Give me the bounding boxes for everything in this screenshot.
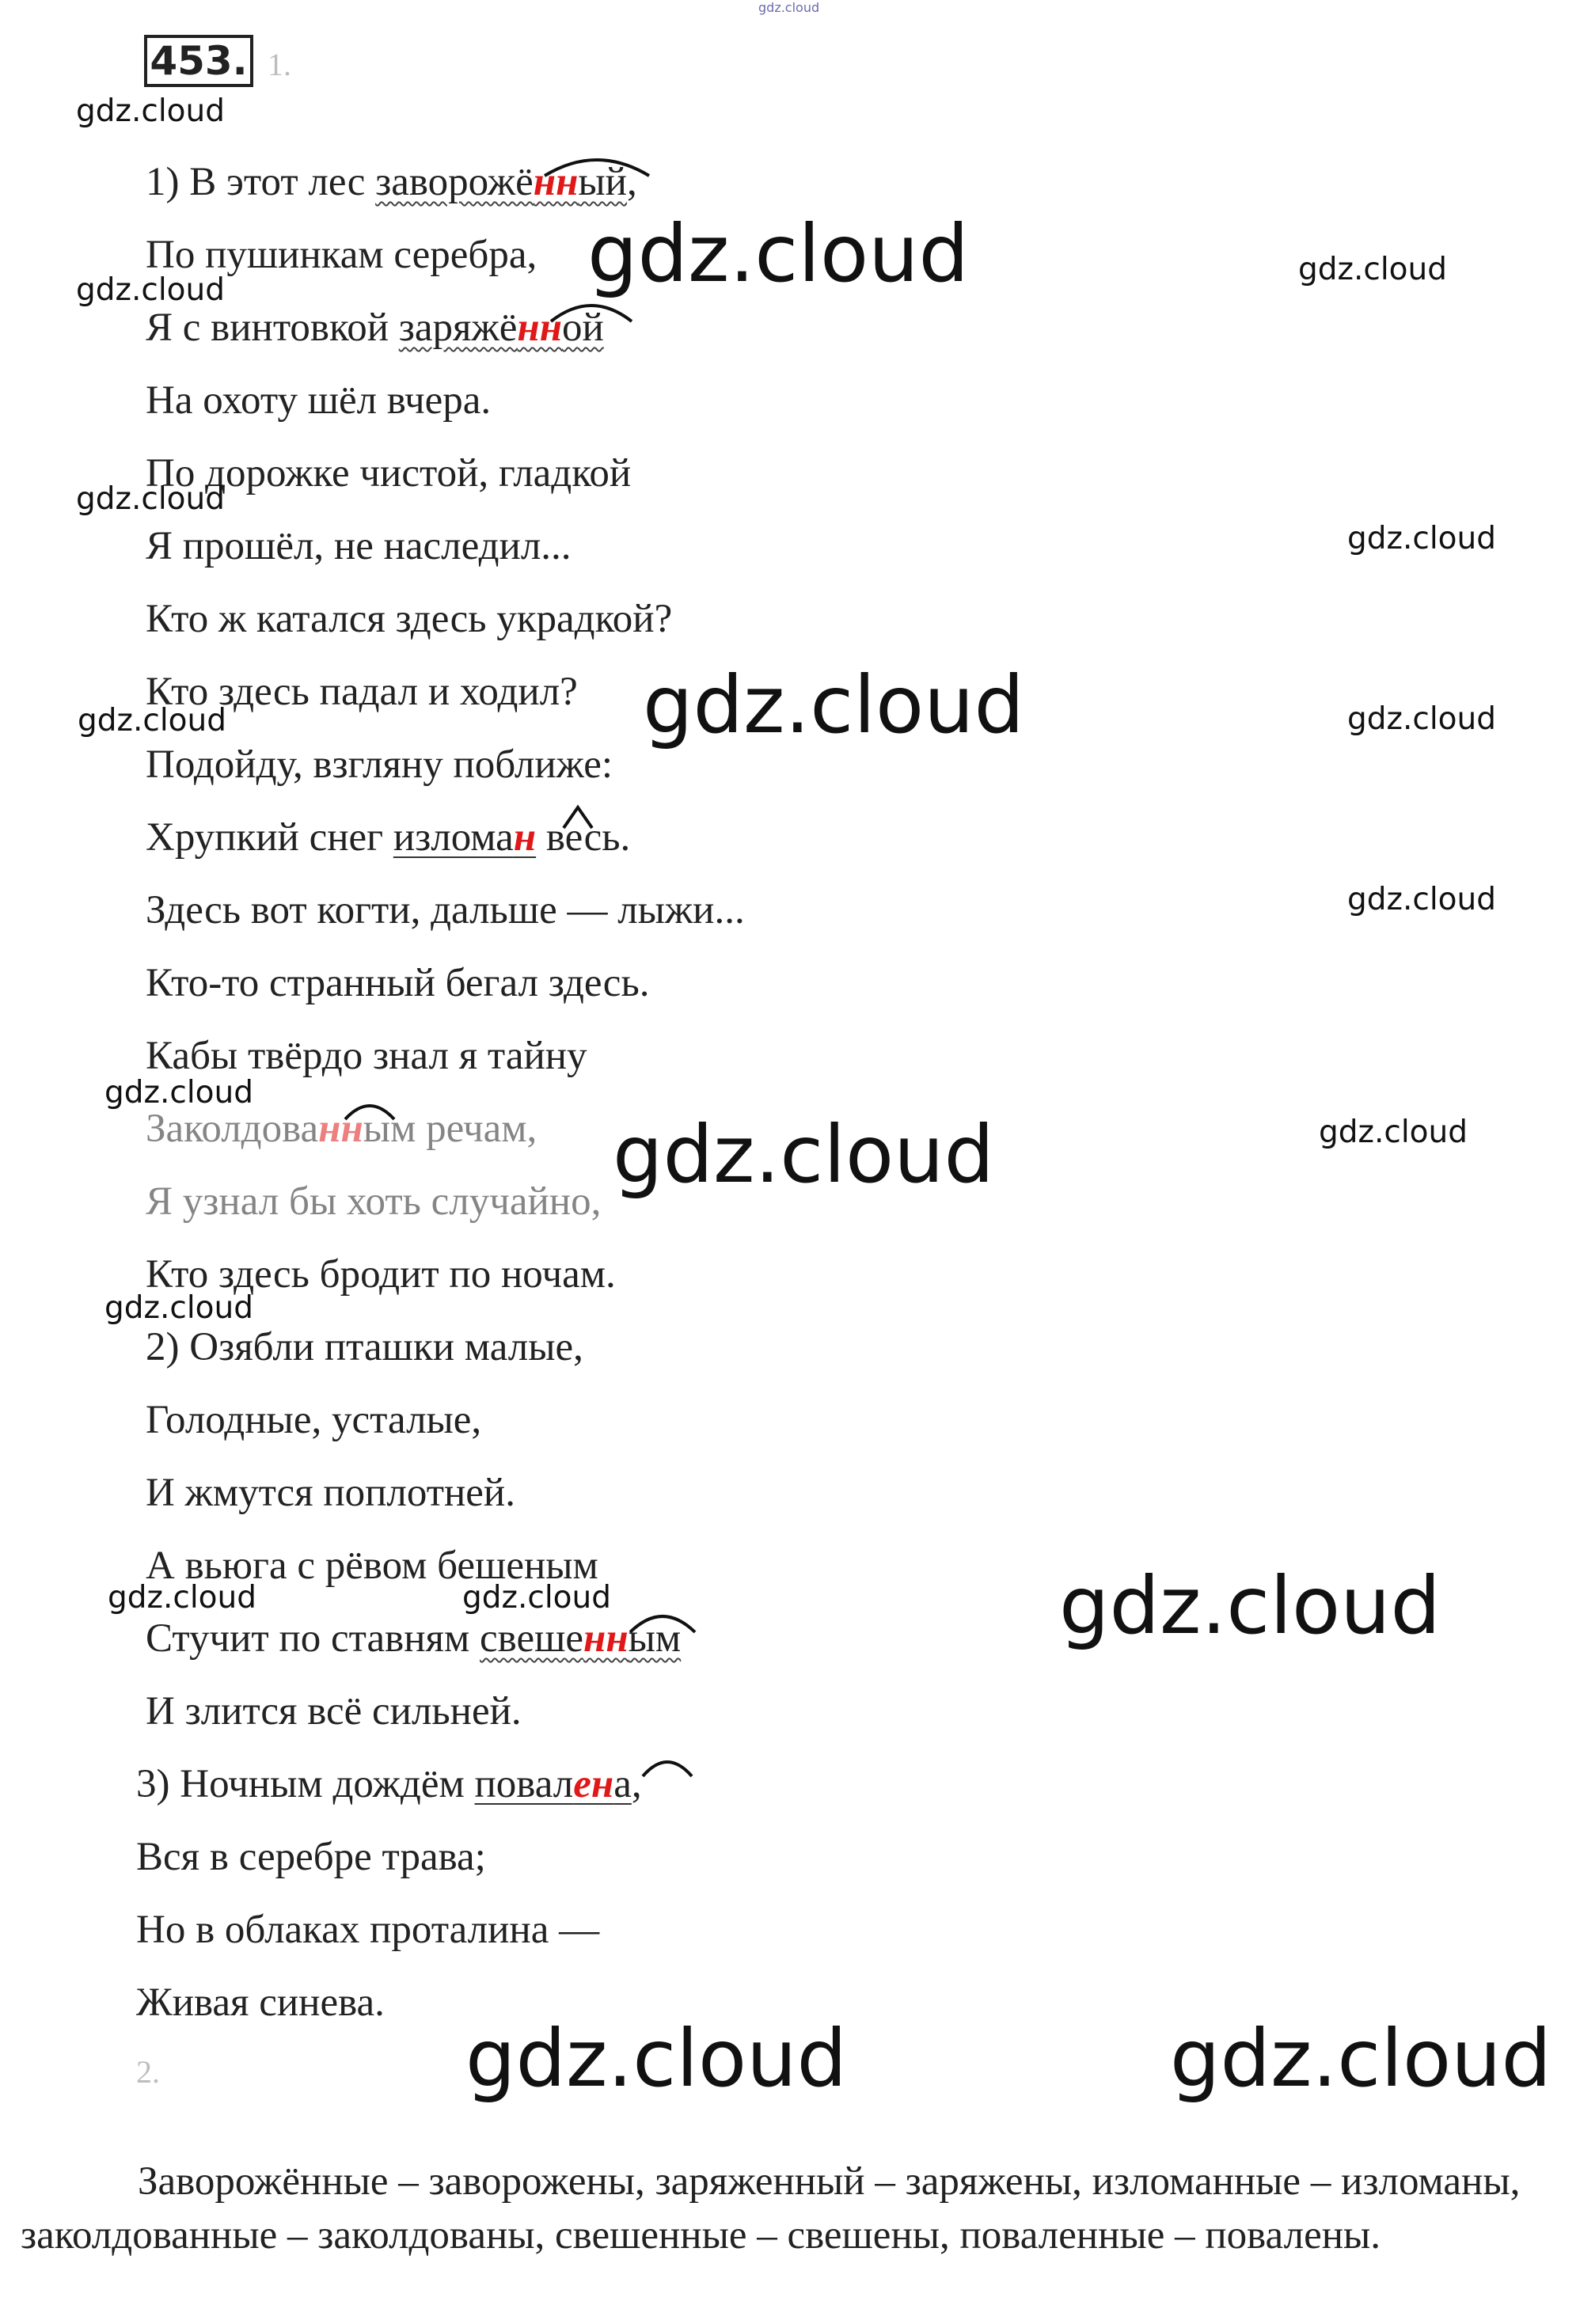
part-2-label: 2. [136, 2054, 160, 2090]
poem-line-20: А вьюга с рёвом бешеным [146, 1544, 598, 1588]
watermark: gdz.cloud [1059, 1559, 1441, 1652]
answer-paragraph: Заворожённые – заворожены, заряженный – заряжены, изломанные – изломаны, заколдованные – заколдованы, свешенные – свешены, поваленные – повалены. [21, 2159, 1521, 2258]
poem-line-2: По пушинкам серебра, [146, 233, 537, 277]
poem-line-24: Вся в серебре трава; [136, 1835, 486, 1879]
text-fragment: Я с винтовкой [146, 306, 399, 350]
poem-line-4: На охоту шёл вчера. [146, 378, 492, 423]
punctuation: , [631, 1762, 642, 1806]
suffix-highlight: нн [533, 160, 579, 204]
watermark: gdz.cloud [1170, 2012, 1552, 2105]
text-fragment: Стучит по ставням [146, 1616, 480, 1661]
suffix-highlight: нн [517, 306, 563, 350]
watermark: gdz.cloud [76, 272, 225, 308]
marked-word [393, 815, 536, 860]
suffix-highlight: нн [318, 1107, 363, 1151]
punctuation: , [626, 160, 637, 204]
text-fragment: 3) Ночным дождём [136, 1762, 475, 1806]
text-fragment: весь. [536, 815, 631, 860]
poem-line-5: По дорожке чистой, гладкой [146, 451, 632, 496]
watermark: gdz.cloud [1319, 1115, 1468, 1150]
poem-line-8: Кто здесь падал и ходил? [146, 670, 578, 714]
text-fragment: Хрупкий снег [146, 815, 393, 860]
word-ending: ый [578, 160, 627, 204]
poem-line-21 [146, 1615, 681, 1662]
poem-line-15: Я узнал бы хоть случайно, [146, 1179, 602, 1224]
poem-line-9: Подойду, взгляну поближе: [146, 742, 613, 787]
poem-line-18: Голодные, усталые, [146, 1398, 482, 1442]
watermark: gdz.cloud [108, 1580, 256, 1616]
watermark: gdz.cloud [613, 1108, 995, 1201]
word-stem: свеше [480, 1616, 583, 1661]
watermark: gdz.cloud [1298, 252, 1447, 287]
part-1-label: 1. [268, 47, 291, 82]
poem-line-1 [146, 158, 637, 206]
watermark: gdz.cloud [1347, 701, 1496, 737]
poem-line-11: Здесь вот когти, дальше — лыжи... [146, 888, 745, 932]
poem-line-17: 2) Озябли пташки малые, [146, 1325, 583, 1369]
poem-line-12: Кто-то странный бегал здесь. [146, 961, 650, 1005]
poem-line-23 [136, 1760, 642, 1808]
poem-line-13: Кабы твёрдо знал я тайну [146, 1034, 587, 1078]
watermark: gdz.cloud [78, 703, 226, 739]
poem-line-25: Но в облаках проталина — [136, 1908, 600, 1952]
suffix-arc-mark [640, 1751, 695, 1781]
marked-word [475, 1762, 632, 1806]
watermark: gdz.cloud [462, 1580, 611, 1616]
watermark: gdz.cloud [76, 481, 225, 517]
marked-word [375, 160, 627, 204]
text-fragment: 1) В этот лес [146, 160, 376, 204]
watermark: gdz.cloud [104, 1075, 253, 1111]
poem-line-22: И злится всё сильней. [146, 1689, 522, 1734]
watermark: gdz.cloud [104, 1290, 253, 1326]
word-stem: излома [393, 815, 514, 860]
word-stem: Заколдова [146, 1107, 319, 1151]
word-ending: ым [628, 1616, 682, 1661]
poem-line-7: Кто ж катался здесь украдкой? [146, 597, 673, 641]
poem-line-10 [146, 814, 630, 861]
watermark: gdz.cloud [587, 207, 970, 300]
word-ending: а [613, 1762, 632, 1806]
top-watermark: gdz.cloud [758, 0, 820, 15]
suffix-highlight: ен [573, 1762, 614, 1806]
word-stem: повал [474, 1762, 574, 1806]
poem-line-3 [146, 304, 604, 351]
watermark: gdz.cloud [1347, 521, 1496, 556]
suffix-highlight: нн [583, 1616, 629, 1661]
watermark: gdz.cloud [643, 659, 1025, 751]
word-stem: заряжё [398, 306, 518, 350]
poem-line-14 [146, 1105, 537, 1153]
poem-line-19: И жмутся поплотней. [146, 1471, 515, 1515]
poem-line-6: Я прошёл, не наследил... [146, 524, 572, 568]
poem-line-16: Кто здесь бродит по ночам. [146, 1252, 616, 1297]
watermark: gdz.cloud [76, 93, 225, 129]
task-number: 453. [144, 35, 253, 87]
marked-word [399, 306, 604, 350]
suffix-highlight: н [513, 815, 537, 860]
watermark: gdz.cloud [465, 2012, 848, 2105]
watermark: gdz.cloud [1347, 882, 1496, 917]
word-ending: ой [562, 306, 604, 350]
text-fragment: речам, [416, 1107, 537, 1151]
word-ending: ым [363, 1107, 416, 1151]
marked-word [480, 1616, 681, 1661]
poem-line-26: Живая синева. [136, 1980, 385, 2025]
word-stem: заворожё [375, 160, 534, 204]
